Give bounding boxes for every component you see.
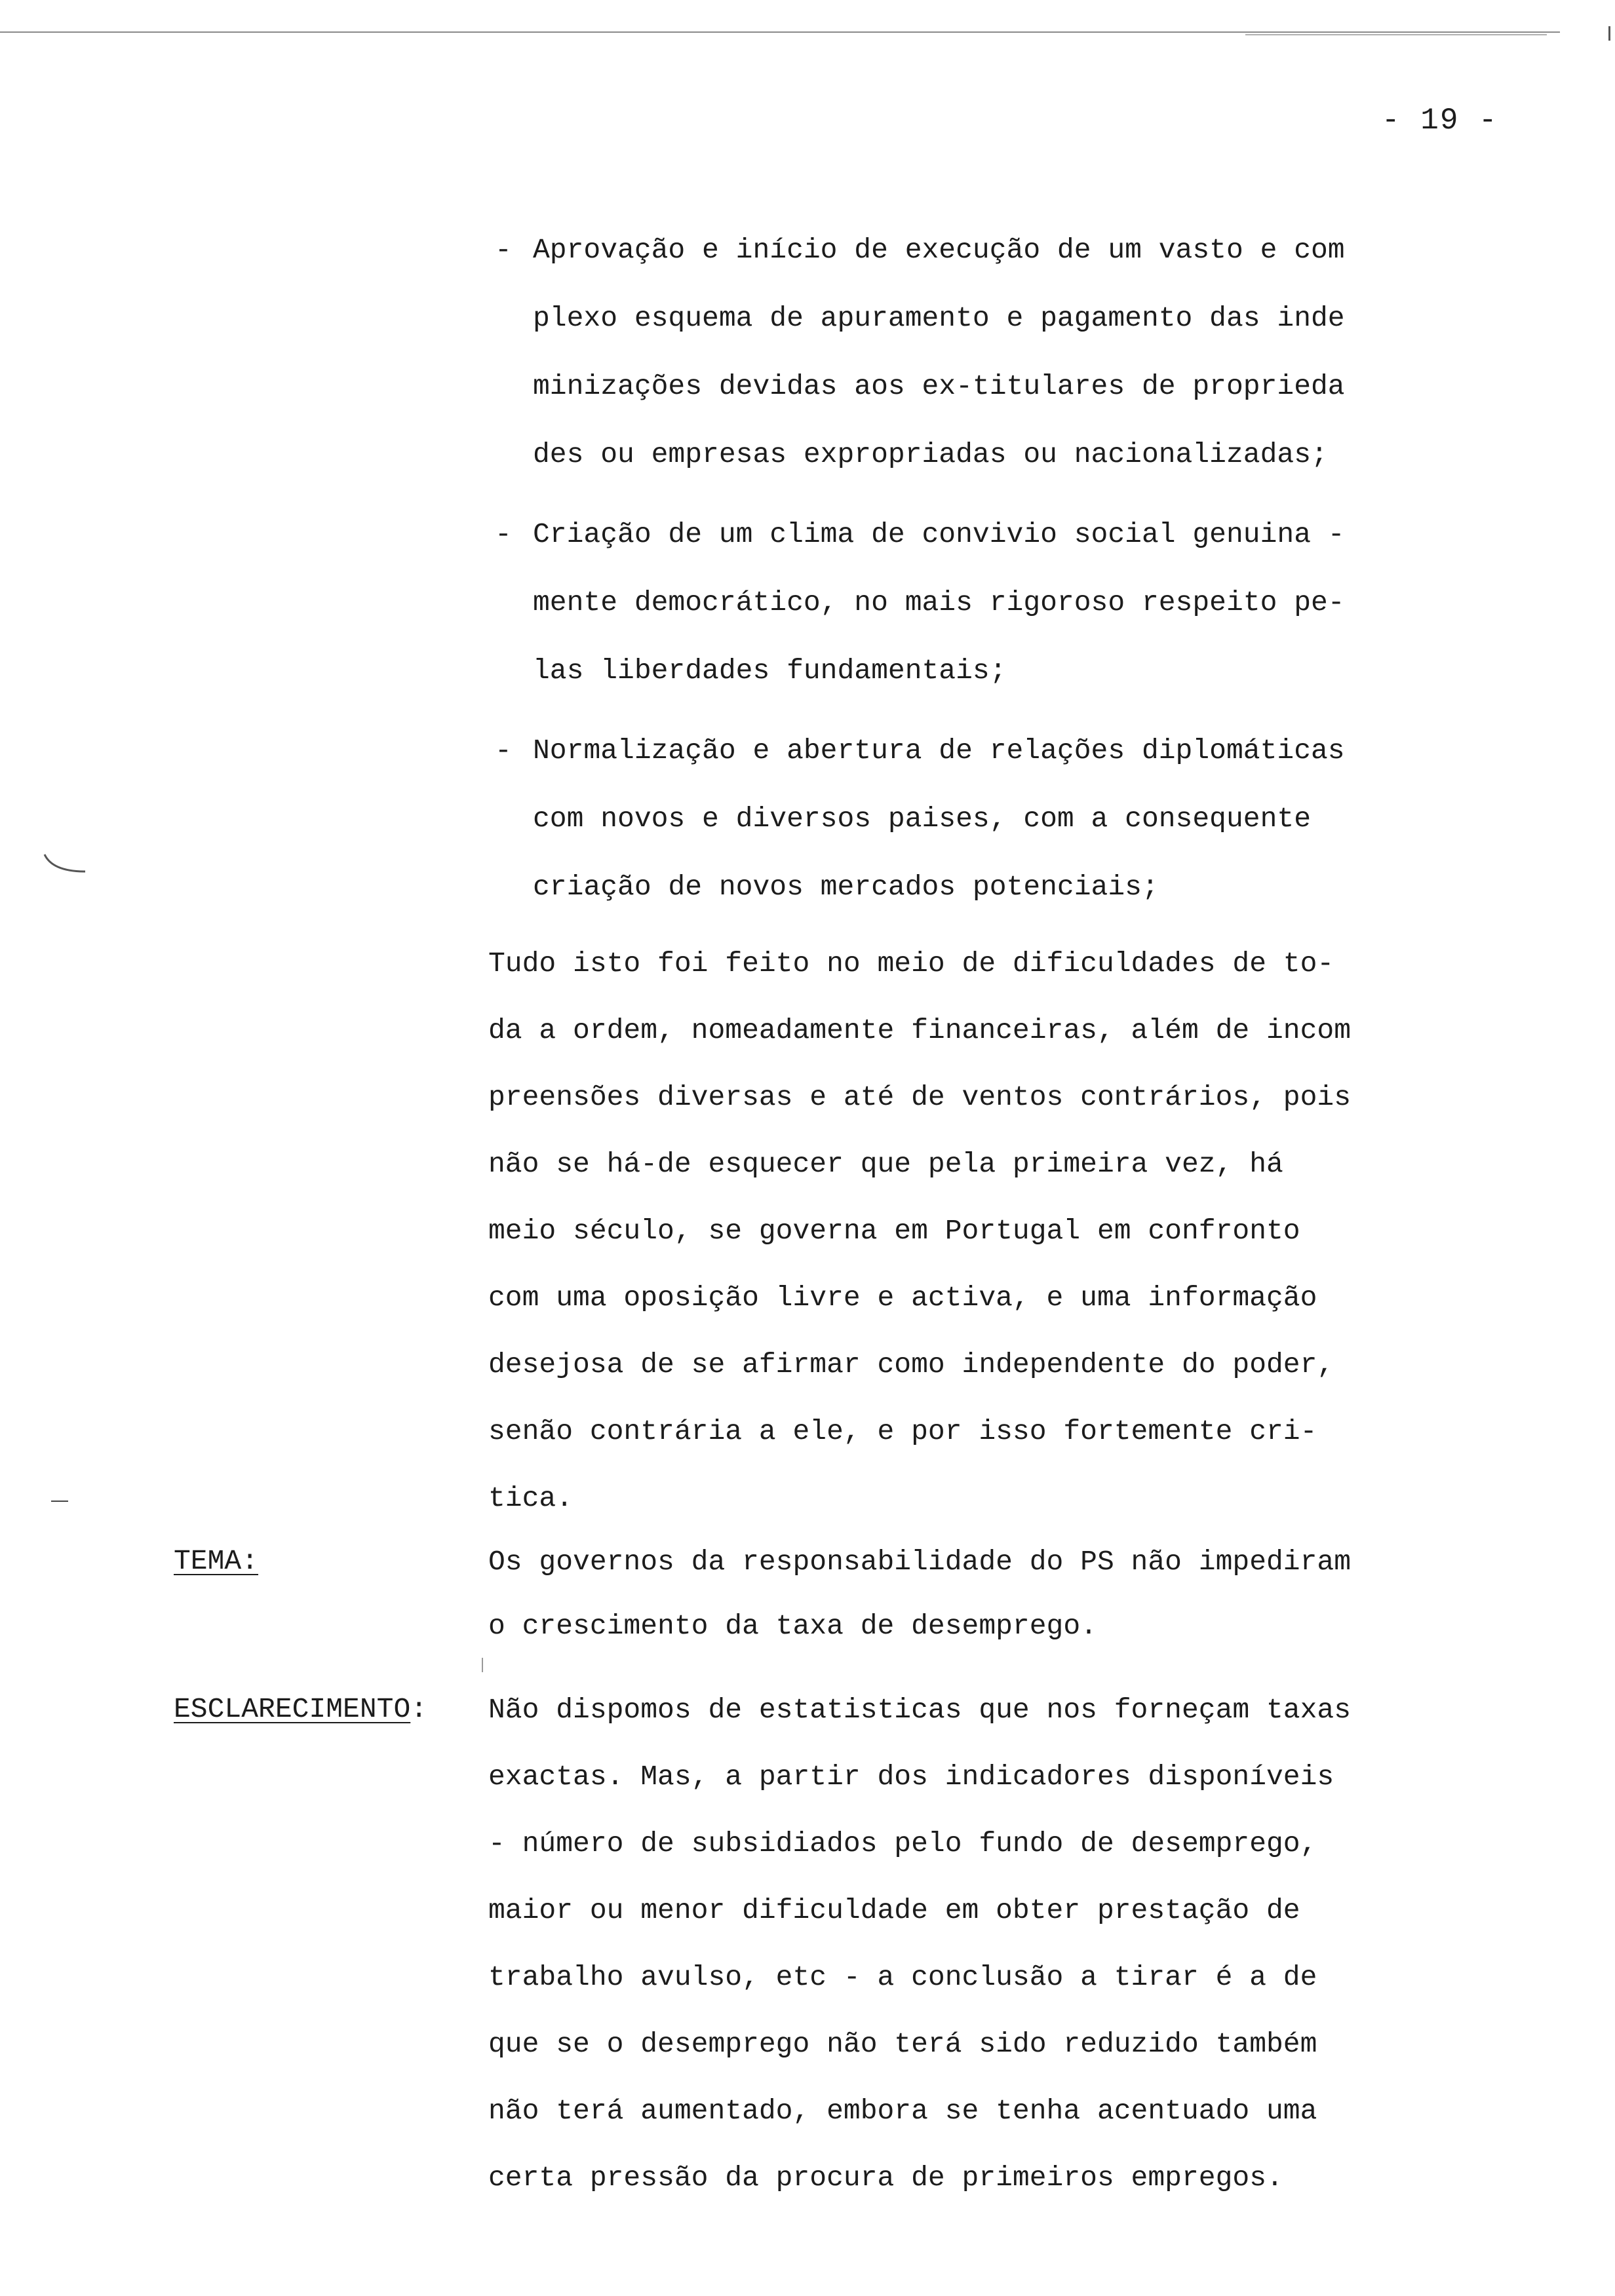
bullet-dash: -	[495, 234, 512, 266]
text-line: maior ou menor dificuldade em obter prestação de	[488, 1894, 1300, 1926]
text-line: Não dispomos de estatisticas que nos forneçam taxas	[488, 1694, 1352, 1726]
bullet-dash: -	[495, 735, 512, 767]
text-line: minizações devidas aos ex-titulares de proprieda	[533, 370, 1345, 402]
text-line: com novos e diversos paises, com a consequente	[533, 803, 1311, 835]
scan-mark	[482, 1658, 483, 1672]
text-line: não terá aumentado, embora se tenha acentuado uma	[488, 2095, 1317, 2127]
text-line: da a ordem, nomeadamente financeiras, além de incom	[488, 1014, 1352, 1046]
esclarecimento-text	[488, 1693, 1351, 2195]
page-number: - 19 -	[1382, 104, 1498, 138]
text-line: trabalho avulso, etc - a conclusão a tirar é a de	[488, 1961, 1317, 1993]
text-line: plexo esquema de apuramento e pagamento das inde	[533, 302, 1345, 334]
text-line: mente democrático, no mais rigoroso respeito pe-	[533, 586, 1345, 619]
bullet-item-indemnities	[495, 216, 1345, 489]
text-line: des ou empresas expropriadas ou nacionalizadas;	[533, 438, 1328, 470]
text-line: las liberdades fundamentais;	[533, 655, 1007, 687]
tema-text	[488, 1545, 1351, 1643]
text-line: meio século, se governa em Portugal em confronto	[488, 1215, 1300, 1247]
text-line: - número de subsidiados pelo fundo de desemprego,	[488, 1827, 1317, 1860]
bullet-item-democratic-climate	[495, 501, 1345, 705]
scan-mark	[39, 852, 92, 878]
text-line: tica.	[488, 1482, 574, 1514]
text-line: criação de novos mercados potenciais;	[533, 871, 1159, 903]
edge-mark	[1608, 26, 1610, 41]
text-line: com uma oposição livre e activa, e uma informação	[488, 1282, 1317, 1314]
text-line: Normalização e abertura de relações diplomáticas	[533, 735, 1345, 767]
scan-mark	[51, 1501, 68, 1502]
bullet-dash: -	[495, 518, 512, 550]
text-line: não se há-de esquecer que pela primeira vez, há	[488, 1148, 1283, 1180]
text-line: Aprovação e início de execução de um vasto e com	[533, 234, 1345, 266]
bullet-item-diplomatic-relations	[495, 717, 1345, 921]
top-rule-secondary	[1245, 34, 1547, 35]
text-line: desejosa de se afirmar como independente do poder,	[488, 1349, 1334, 1381]
top-rule	[0, 31, 1560, 33]
text-line: Criação de um clima de convivio social genuina -	[533, 518, 1345, 550]
text-line: preensões diversas e até de ventos contrários, pois	[488, 1081, 1352, 1113]
text-line: certa pressão da procura de primeiros empregos.	[488, 2162, 1283, 2194]
esclarecimento-label: ESCLARECIMENTO	[174, 1693, 411, 1725]
esclarecimento-label-group	[174, 1693, 427, 1725]
text-line: senão contrária a ele, e por isso fortemente cri-	[488, 1415, 1317, 1447]
summary-paragraph	[488, 930, 1351, 1532]
text-line: que se o desemprego não terá sido reduzido também	[488, 2028, 1317, 2060]
label-colon: :	[410, 1693, 428, 1725]
text-line: o crescimento da taxa de desemprego.	[488, 1610, 1097, 1642]
text-line: Tudo isto foi feito no meio de dificuldades de to-	[488, 947, 1334, 980]
tema-label: TEMA:	[174, 1545, 259, 1577]
text-line: exactas. Mas, a partir dos indicadores disponíveis	[488, 1761, 1334, 1793]
text-line: Os governos da responsabilidade do PS não impediram	[488, 1546, 1352, 1578]
